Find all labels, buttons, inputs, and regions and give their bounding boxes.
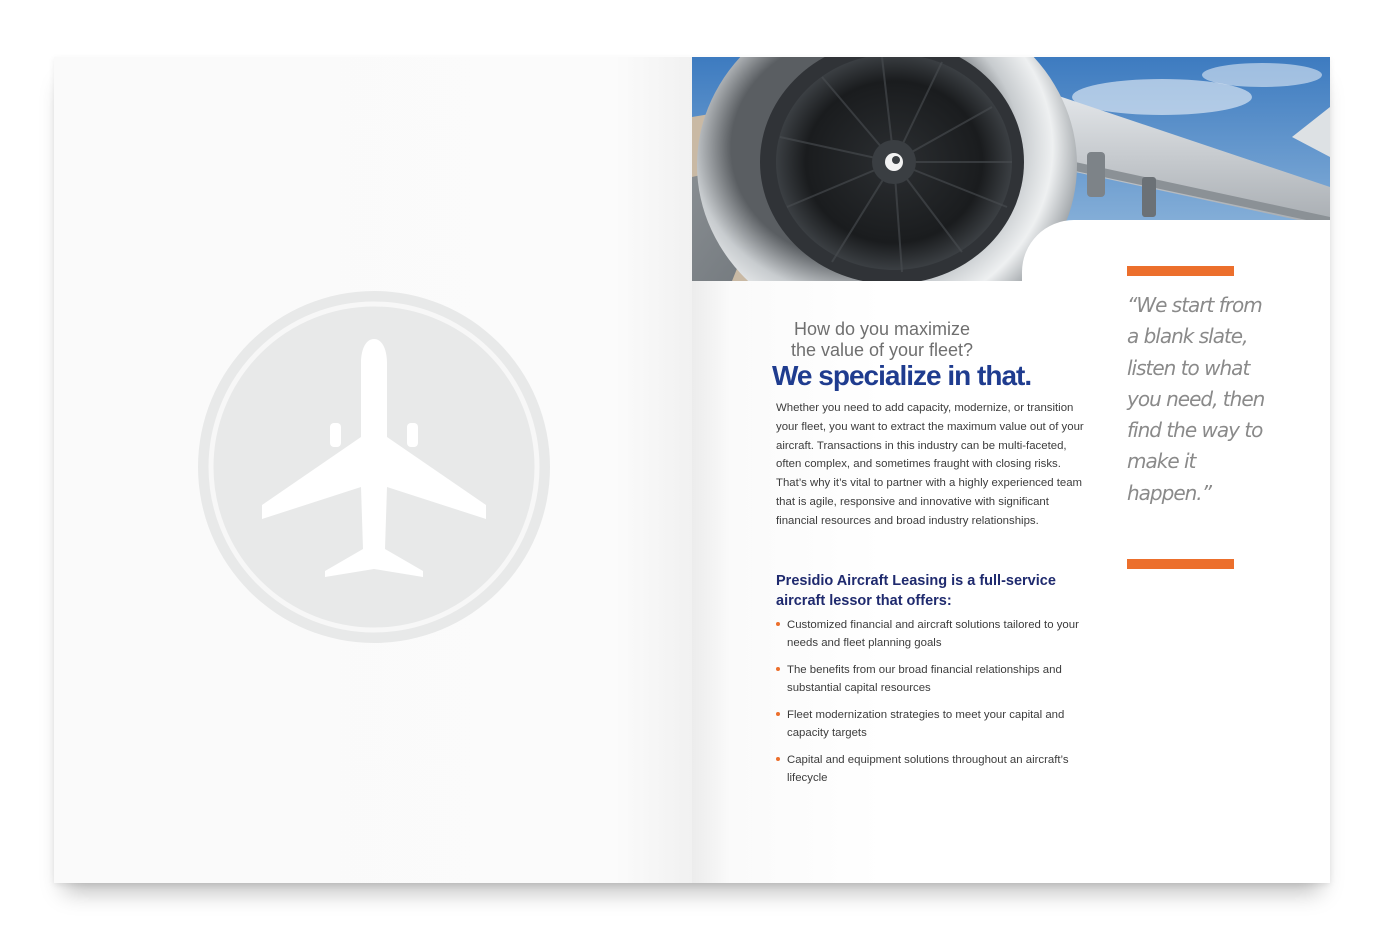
brochure-spread: [54, 57, 1330, 883]
quote-bar-top: [1127, 266, 1234, 276]
offer-heading: Presidio Aircraft Leasing is a full-service aircraft lessor that offers:: [776, 573, 1056, 609]
offer-text: Customized financial and aircraft solutions tailored to your needs and fleet planning goals: [787, 619, 1079, 649]
list-item: [776, 661, 1086, 697]
bullet-dot-icon: [776, 622, 780, 626]
right-page: [692, 57, 1330, 883]
airplane-icon: [194, 287, 554, 647]
intro-line-2: the value of your fleet?: [790, 340, 974, 360]
intro-line-1: How do you maximize: [793, 319, 971, 339]
bullet-dot-icon: [776, 667, 780, 671]
intro-question: [752, 319, 1012, 361]
headline: We specialize in that.: [772, 360, 1032, 391]
left-page: [54, 57, 692, 883]
bullet-dot-icon: [776, 712, 780, 716]
list-item: [776, 706, 1086, 742]
body-paragraph: Whether you need to add capacity, modernize, or transition your fleet, you want to extract the maximum value out of your aircraft. Transactions in this industry can be multi-faceted, often complex, and sometimes fraught with closing risks. That’s why it’s vital to partner with a highly experienced team that is agile, responsive and innovative with significant financial resources and broad industry relationships.: [776, 402, 1084, 527]
offer-text: Capital and equipment solutions throughout an aircraft’s lifecycle: [787, 754, 1069, 784]
offer-text: The benefits from our broad financial relationships and substantial capital resources: [787, 664, 1062, 694]
bullet-dot-icon: [776, 757, 780, 761]
list-item: [776, 751, 1086, 787]
list-item: [776, 616, 1086, 652]
quote-bar-bottom: [1127, 559, 1234, 569]
offer-text: Fleet modernization strategies to meet your capital and capacity targets: [787, 709, 1065, 739]
offer-list: [776, 616, 1086, 796]
pull-quote: “We start from a blank slate, listen to what you need, then find the way to make it happen.”: [1127, 293, 1265, 505]
